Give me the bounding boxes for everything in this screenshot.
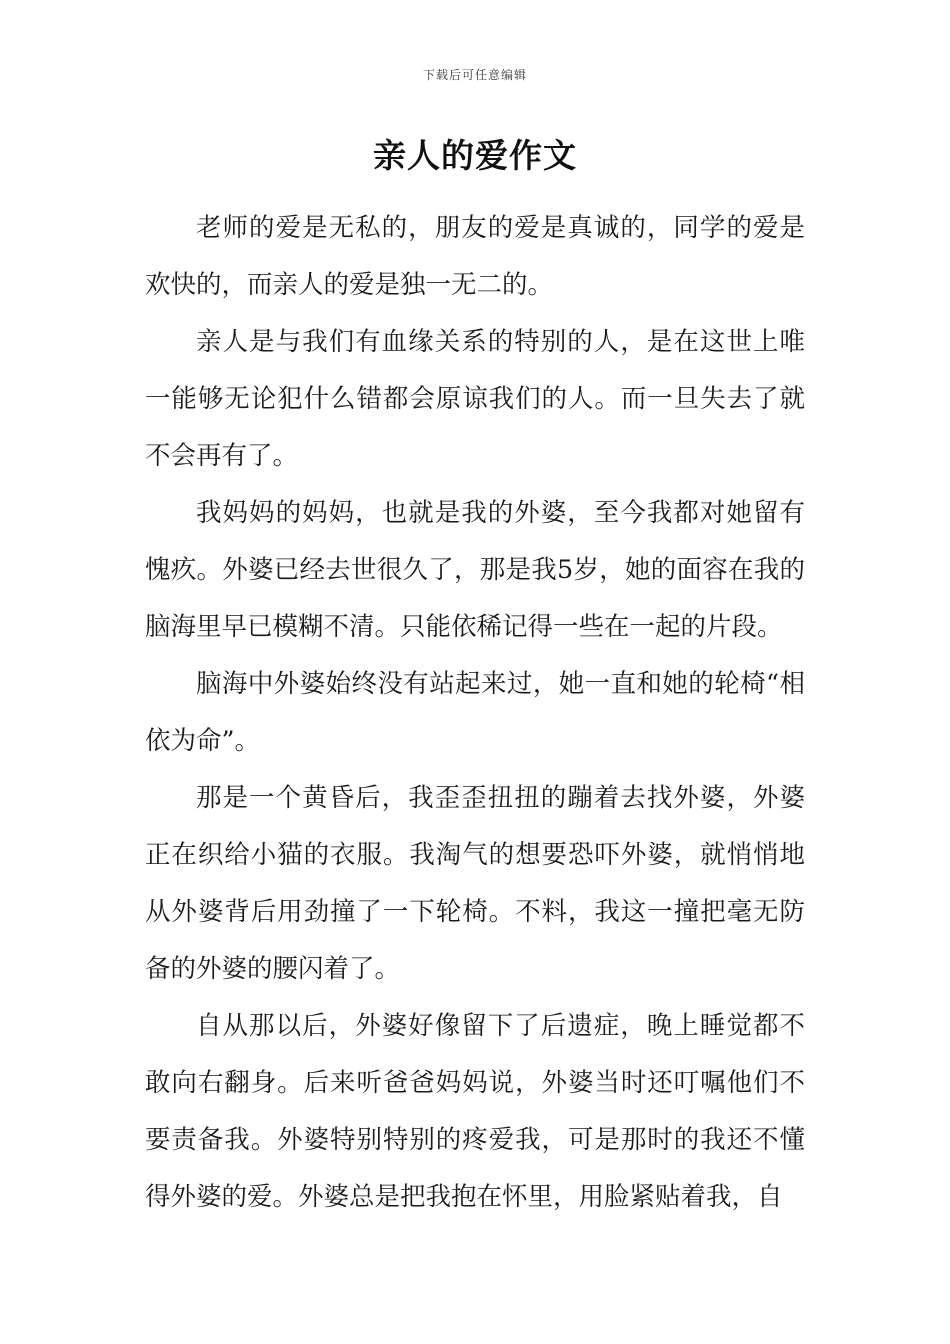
paragraph: 亲人是与我们有血缘关系的特别的人，是在这世上唯一能够无论犯什么错都会原谅我们的人。而一旦失去了就不会再有了。: [145, 327, 805, 471]
paragraph: 自从那以后，外婆好像留下了后遗症，晚上睡觉都不敢向右翻身。后来听爸爸妈妈说，外婆当时还叮嘱他们不要责备我。外婆特别特别的疼爱我，可是那时的我还不懂得外婆的爱。外婆总是把我抱在怀里，用脸紧贴着我，自: [145, 1011, 805, 1212]
paragraph: 我妈妈的妈妈，也就是我的外婆，至今我都对她留有愧疚。外婆已经去世很久了，那是我5岁，她的面容在我的脑海里早已模糊不清。只能依稀记得一些在一起的片段。: [145, 498, 805, 642]
essay-body: [145, 200, 805, 1226]
paragraph: 脑海中外婆始终没有站起来过，她一直和她的轮椅“相依为命”。: [145, 669, 805, 756]
paragraph: 那是一个黄昏后，我歪歪扭扭的蹦着去找外婆，外婆正在织给小猫的衣服。我淘气的想要恐吓外婆，就悄悄地从外婆背后用劲撞了一下轮椅。不料，我这一撞把毫无防备的外婆的腰闪着了。: [145, 783, 805, 984]
paragraph: 老师的爱是无私的，朋友的爱是真诚的，同学的爱是欢快的，而亲人的爱是独一无二的。: [145, 213, 805, 300]
header-note: 下载后可任意编辑: [422, 68, 527, 82]
page-title: 亲人的爱作文: [373, 136, 577, 175]
